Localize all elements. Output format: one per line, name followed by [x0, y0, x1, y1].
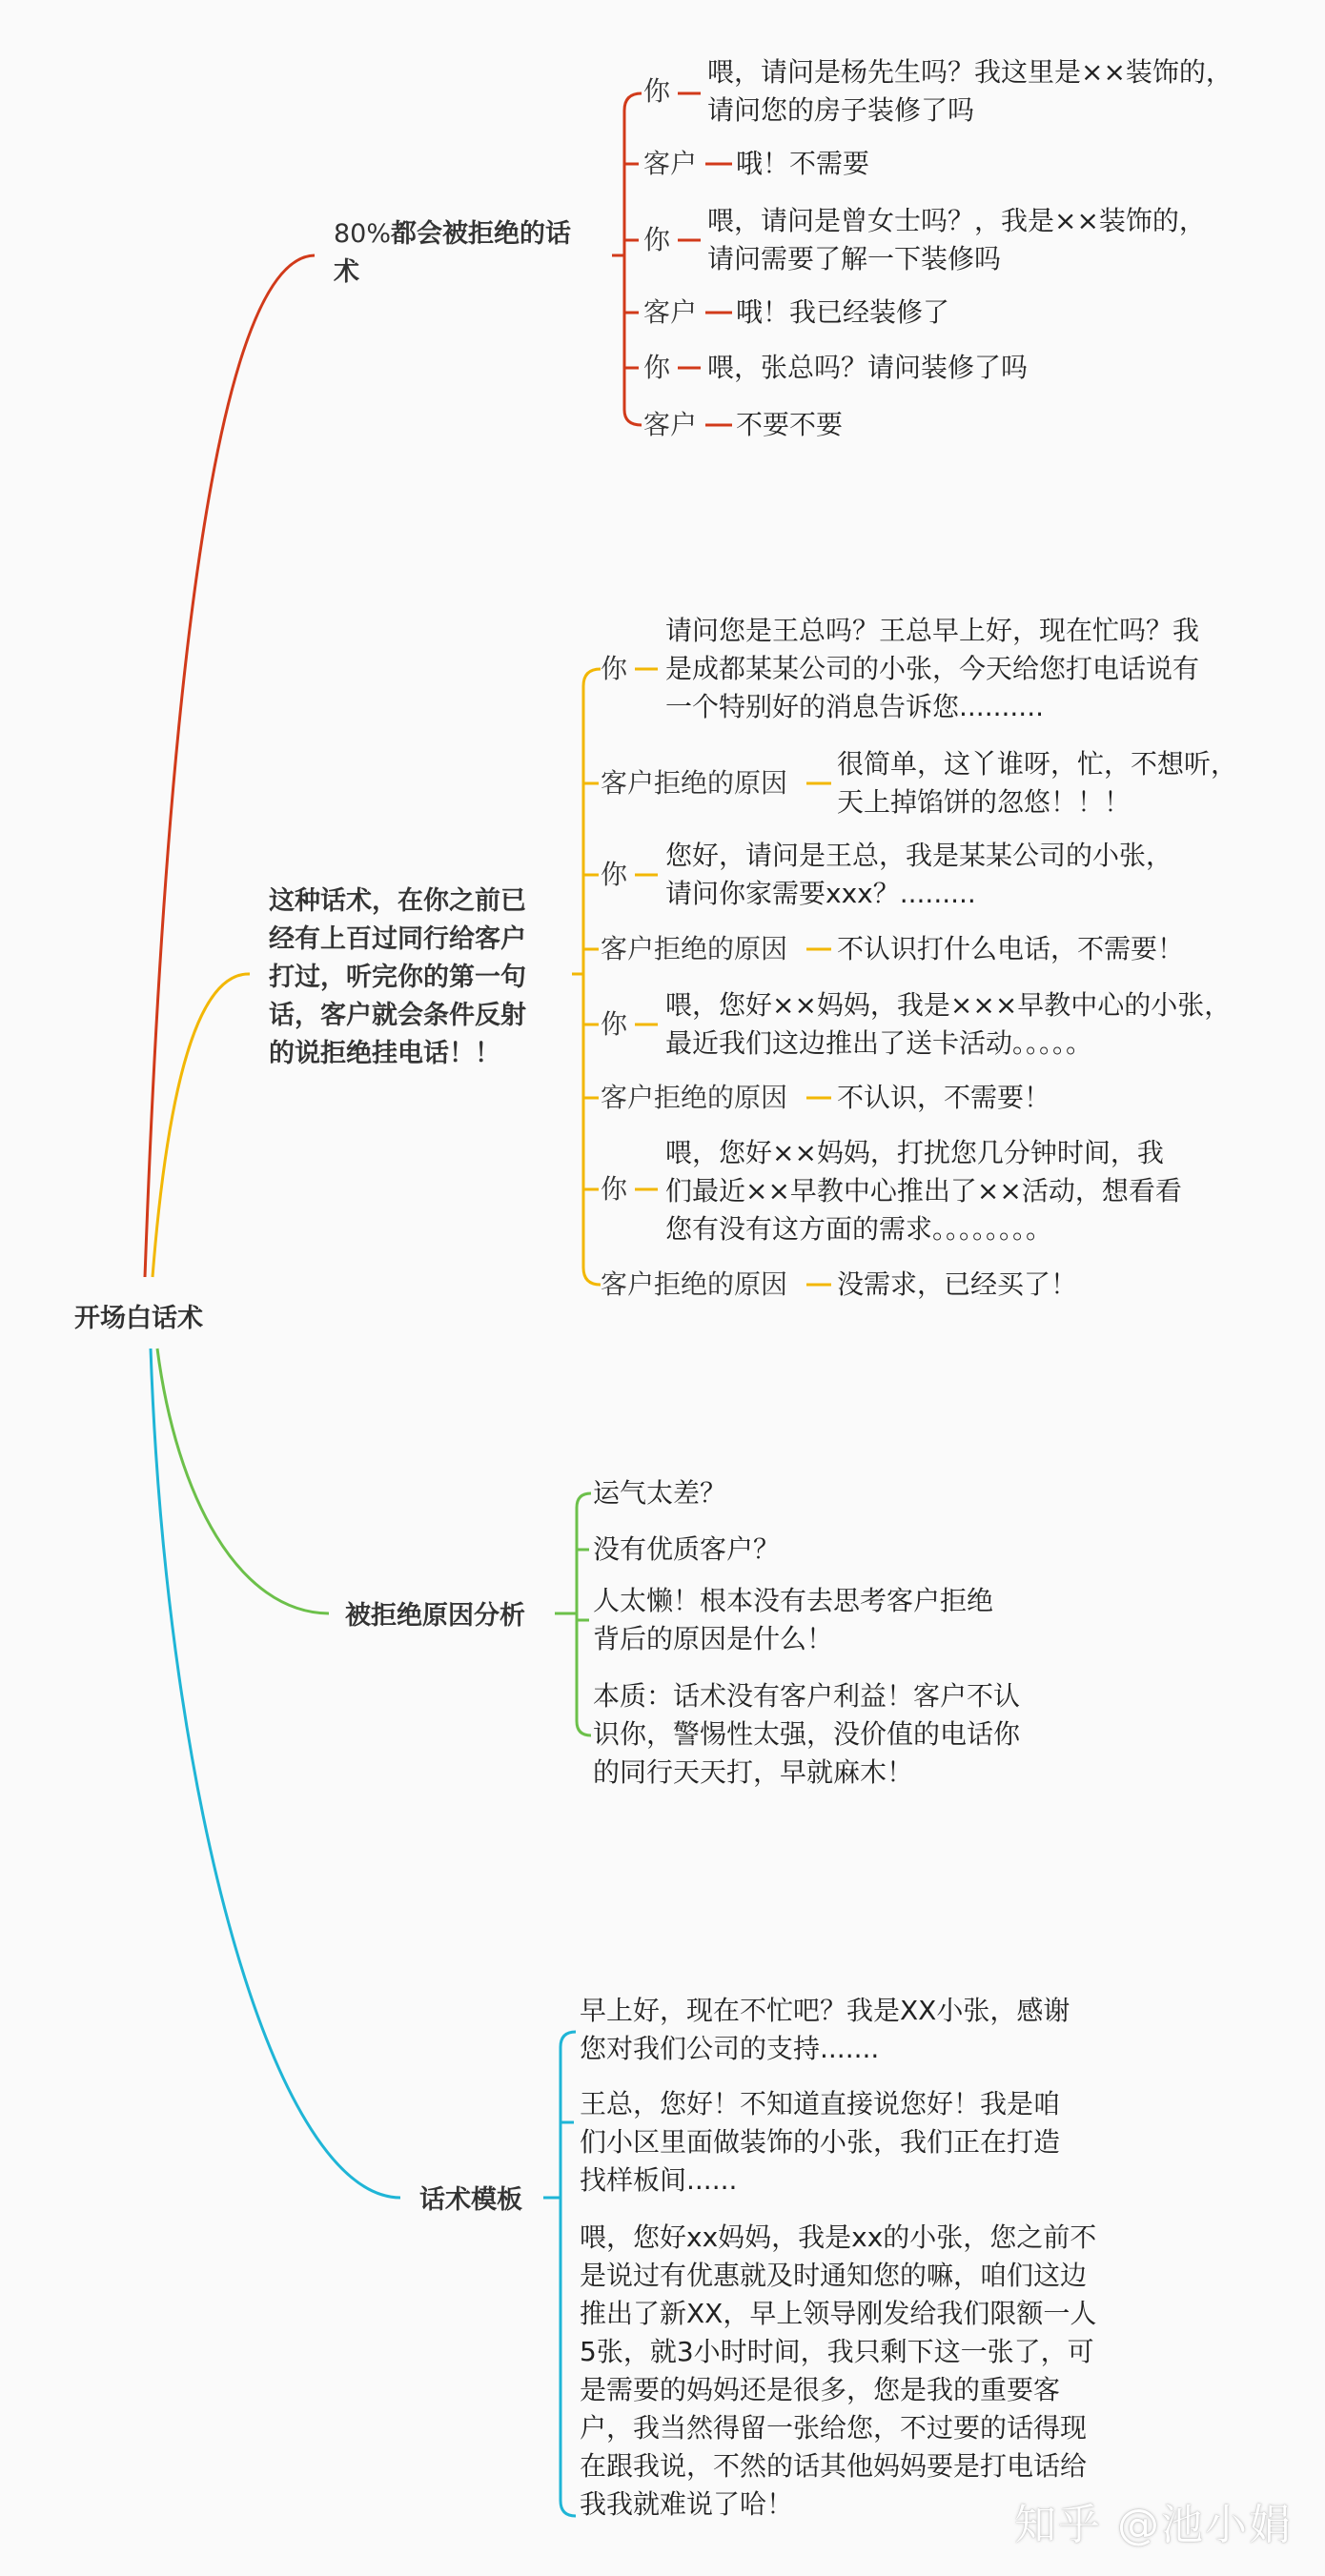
b1-item-5-label: 你: [643, 352, 671, 383]
b4-item-3-line-3: 推出了新XX，早上领导刚发给我们限额一人: [580, 2298, 1097, 2329]
b2-item-3-label: 你: [601, 859, 628, 890]
b3-item-3-line-2: 背后的原因是什么！: [593, 1623, 834, 1654]
b2-item-3-line-2: 请问你家需要xxx？.........: [665, 878, 976, 909]
b1-item-4-text: 哦！我已经装修了: [736, 296, 950, 328]
b4-item-2: [580, 2085, 1060, 2200]
b2-item-3-line-1: 您好，请问是王总，我是某某公司的小张，: [665, 840, 1173, 871]
b1-item-1-label: 你: [643, 75, 671, 107]
b2-item-6-text: 不认识，不需要！: [837, 1082, 1051, 1113]
branch-2-title-line-5: 的说拒绝挂电话！！: [269, 1039, 500, 1068]
b4-item-3-line-8: 我我就难说了哈！: [580, 2488, 794, 2520]
b2-item-1-line-2: 是成都某某公司的小张，今天给您打电话说有: [665, 653, 1200, 684]
b2-item-1-line-3: 一个特别好的消息告诉您..........: [665, 691, 1045, 722]
b2-item-1-line-1: 请问您是王总吗？王总早上好，现在忙吗？我: [665, 615, 1200, 646]
link-branch-2: [153, 974, 250, 1277]
b2-item-6-label: 客户拒绝的原因: [601, 1082, 788, 1113]
b2-item-4-text: 不认识打什么电话，不需要！: [837, 933, 1185, 964]
b4-item-3: [580, 2219, 1096, 2524]
b1-item-6-text: 不要不要: [736, 409, 844, 440]
b1-item-3-line-1: 喂，请问是曾女士吗？，我是××装饰的，: [707, 205, 1206, 236]
b4-item-2-line-2: 们小区里面做装饰的小张，我们正在打造: [580, 2126, 1061, 2158]
b3-item-3: [593, 1582, 993, 1658]
b2-item-1-text: [665, 612, 1199, 726]
b2-item-3-text: [665, 837, 1172, 913]
b1-item-3-text: [707, 202, 1206, 278]
b4-item-2-line-1: 王总，您好！不知道直接说您好！我是咱: [580, 2088, 1061, 2120]
branch-2-title-line-1: 这种话术，在你之前已: [269, 886, 526, 916]
b4-item-3-line-7: 在跟我说，不然的话其他妈妈要是打电话给: [580, 2450, 1088, 2482]
b2-item-7-line-2: 们最近××早教中心推出了××活动，想看看: [665, 1175, 1182, 1207]
b1-item-3-line-2: 请问需要了解一下装修吗: [707, 243, 1002, 274]
b1-item-1-line-2: 请问您的房子装修了吗: [707, 94, 975, 126]
b2-item-7-label: 你: [601, 1173, 628, 1205]
b3-item-4-line-1: 本质：话术没有客户利益！客户不认: [593, 1680, 1021, 1712]
b2-item-2-line-2: 天上掉馅饼的忽悠！！！: [837, 786, 1131, 818]
branch-1-title-num: 80%: [334, 219, 392, 249]
b1-item-1-line-1: 喂，请问是杨先生吗？我这里是××装饰的，: [707, 56, 1233, 88]
branch-3-title: 被拒绝原因分析: [345, 1601, 525, 1631]
b2-item-7-text: [665, 1134, 1182, 1248]
b2-item-5-line-1: 喂，您好××妈妈，我是×××早教中心的小张，: [665, 989, 1232, 1021]
branch-2-title-line-2: 经有上百过同行给客户: [269, 924, 526, 954]
b2-item-5-line-2: 最近我们这边推出了送卡活动。。。。。: [665, 1027, 1093, 1059]
branch-1-title-line2: 术: [334, 257, 359, 287]
b3-item-3-line-1: 人太懒！根本没有去思考客户拒绝: [593, 1585, 994, 1616]
b2-item-7-line-3: 您有没有这方面的需求。。。。。。。。: [665, 1213, 1053, 1245]
b2-item-2-line-1: 很简单，这丫谁呀，忙，不想听，: [837, 748, 1238, 780]
branch-1-title-rest: 都会被拒绝的话: [391, 219, 572, 249]
root-node: 开场白话术: [74, 1304, 203, 1333]
b3-item-2: 没有优质客户？: [593, 1533, 781, 1565]
b3-item-4-line-3: 的同行天天打，早就麻木！: [593, 1756, 914, 1788]
b2-item-8-text: 没需求，已经买了！: [837, 1268, 1078, 1300]
b1-item-4-label: 客户: [643, 296, 698, 328]
branch-1-title: [334, 215, 571, 292]
b3-item-1: 运气太差？: [593, 1477, 727, 1509]
b1-item-3-label: 你: [643, 224, 671, 255]
b2-item-7-line-1: 喂，您好××妈妈，打扰您几分钟时间，我: [665, 1137, 1164, 1168]
b1-item-2-text: 哦！不需要: [736, 148, 870, 179]
branch-2-title: [269, 882, 526, 1073]
b4-item-1-line-2: 您对我们公司的支持.......: [580, 2033, 880, 2064]
b3-item-4-line-2: 识你，警惕性太强，没价值的电话你: [593, 1718, 1021, 1750]
branch-2-title-line-4: 话，客户就会条件反射: [269, 1001, 526, 1030]
b2-item-2-text: [837, 745, 1237, 821]
b4-item-3-line-6: 户，我当然得留一张给您，不过要的话得现: [580, 2412, 1088, 2444]
b1-item-2-label: 客户: [643, 148, 698, 179]
b2-item-1-label: 你: [601, 653, 628, 684]
b4-item-1: [580, 1992, 1070, 2068]
watermark: 知乎 @池小娟: [1014, 2501, 1293, 2549]
b4-item-1-line-1: 早上好，现在不忙吧？我是XX小张，感谢: [580, 1995, 1070, 2026]
b4-item-3-line-5: 是需要的妈妈还是很多，您是我的重要客: [580, 2374, 1061, 2405]
b2-item-2-label: 客户拒绝的原因: [601, 767, 788, 799]
b4-item-3-line-4: 5张，就3小时时间，我只剩下这一张了，可: [580, 2336, 1094, 2367]
link-branch-3: [157, 1349, 329, 1613]
branch-2-title-line-3: 打过，听完你的第一句: [269, 963, 526, 992]
b1-item-5-text: 喂，张总吗？请问装修了吗: [707, 352, 1029, 383]
branch-4-title: 话术模板: [419, 2185, 522, 2215]
b1-item-1-text: [707, 53, 1233, 130]
b4-item-2-line-3: 找样板间......: [580, 2164, 738, 2196]
b4-item-3-line-1: 喂，您好xx妈妈，我是xx的小张，您之前不: [580, 2221, 1097, 2253]
b4-item-3-line-2: 是说过有优惠就及时通知您的嘛，咱们这边: [580, 2260, 1088, 2291]
b2-item-8-label: 客户拒绝的原因: [601, 1268, 788, 1300]
b1-item-6-label: 客户: [643, 409, 698, 440]
b2-item-5-text: [665, 986, 1231, 1063]
b2-item-5-label: 你: [601, 1008, 628, 1040]
b2-item-4-label: 客户拒绝的原因: [601, 933, 788, 964]
b3-item-4: [593, 1677, 1020, 1792]
